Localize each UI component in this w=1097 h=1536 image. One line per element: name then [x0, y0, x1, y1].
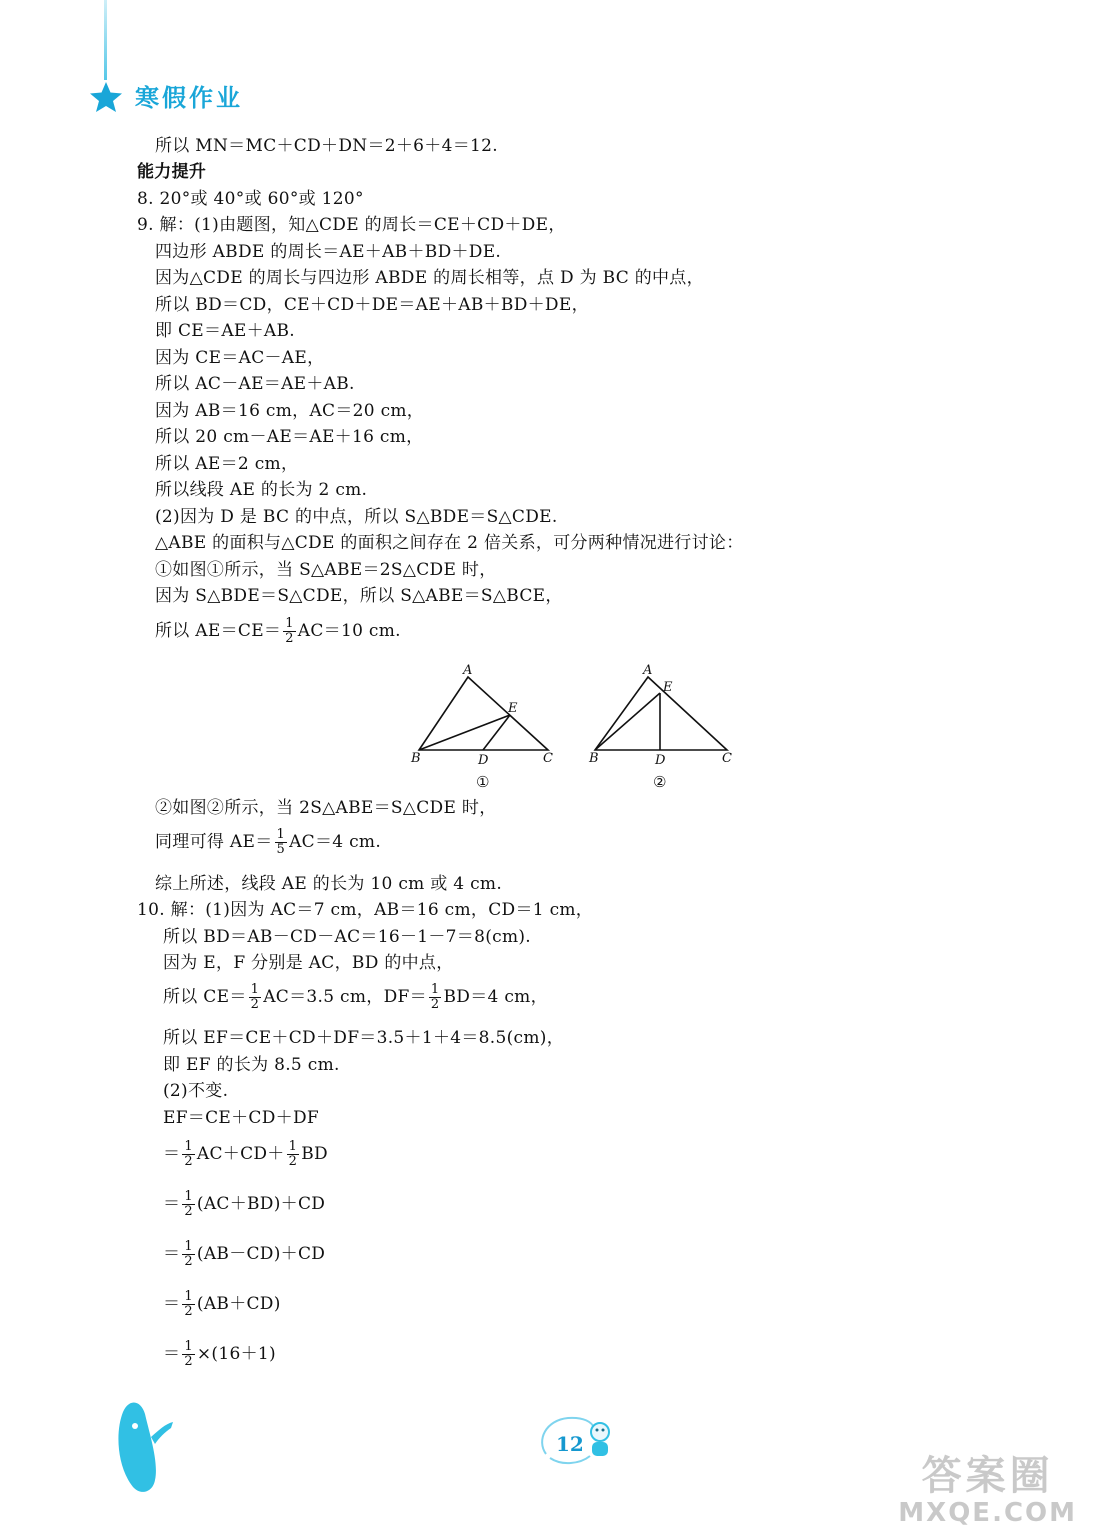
fraction-denominator: 2	[285, 631, 294, 646]
equation-line	[163, 1290, 281, 1319]
equation-line	[163, 1190, 325, 1219]
fraction	[283, 617, 296, 646]
text-segment: 所以 CE＝	[163, 987, 247, 1007]
text-line-with-fraction	[155, 828, 381, 857]
vertex-label-e: E	[663, 680, 673, 695]
fraction-denominator: 2	[250, 997, 260, 1012]
fraction	[429, 983, 442, 1012]
text-line-with-fraction	[155, 617, 401, 646]
vertex-label-b: B	[411, 751, 421, 766]
text-segment: ＝	[163, 1244, 181, 1264]
answer-8: 8. 20°或 40°或 60°或 120°	[137, 189, 364, 209]
text-line: 所以 MN＝MC＋CD＋DN＝2＋6＋4＝12.	[155, 136, 498, 156]
text-line: (2)不变.	[163, 1081, 229, 1101]
answer-9-start: 9. 解：(1)由题图，知△CDE 的周长＝CE＋CD＋DE，	[137, 215, 566, 235]
figure-1	[419, 677, 548, 750]
fraction	[182, 1190, 195, 1219]
fraction-numerator: 1	[288, 1139, 298, 1154]
fraction-denominator: 2	[184, 1304, 193, 1319]
text-line: ①如图①所示，当 S△ABE＝2S△CDE 时，	[155, 560, 497, 580]
text-segment: AC＋CD＋	[196, 1144, 285, 1164]
star-icon	[88, 80, 124, 114]
fraction-numerator: 1	[184, 1289, 193, 1304]
fraction-denominator: 2	[430, 997, 440, 1012]
equation-line	[163, 1340, 276, 1369]
vertex-label-d: D	[655, 753, 666, 768]
text-segment: (AB＋CD)	[196, 1294, 281, 1314]
text-segment: ＝	[163, 1144, 181, 1164]
fraction-numerator: 1	[184, 1339, 193, 1354]
fraction-numerator: 1	[184, 1139, 193, 1154]
fraction	[287, 1140, 300, 1169]
watermark-url: MXQE.COM	[898, 1498, 1077, 1528]
vertex-label-c: C	[722, 751, 732, 766]
fraction-denominator: 2	[184, 1204, 193, 1219]
fraction-denominator: 2	[184, 1154, 193, 1169]
fraction	[182, 1290, 195, 1319]
text-line: 即 CE＝AE＋AB.	[155, 321, 295, 341]
fraction	[182, 1240, 195, 1269]
text-line: ②如图②所示，当 2S△ABE＝S△CDE 时，	[155, 798, 497, 818]
fraction-numerator: 1	[250, 982, 260, 997]
text-segment: 所以 AE＝CE＝	[155, 621, 282, 641]
text-line: (2)因为 D 是 BC 的中点，所以 S△BDE＝S△CDE.	[155, 507, 558, 527]
text-line-with-fraction	[163, 983, 548, 1012]
text-segment: ＝	[163, 1194, 181, 1214]
answer-10-start: 10. 解：(1)因为 AC＝7 cm，AB＝16 cm，CD＝1 cm，	[137, 900, 594, 920]
fraction-numerator: 1	[184, 1189, 193, 1204]
figure-1-caption: ①	[476, 773, 490, 791]
text-line: 所以 AE＝2 cm，	[155, 454, 299, 474]
text-segment: ×(16＋1)	[196, 1344, 276, 1364]
text-segment: 同理可得 AE＝	[155, 832, 273, 852]
fraction-numerator: 1	[285, 616, 294, 631]
vertex-label-a: A	[643, 663, 653, 678]
text-segment: (AB－CD)＋CD	[196, 1244, 326, 1264]
fraction-numerator: 1	[276, 827, 286, 842]
section-heading: 能力提升	[137, 162, 207, 182]
vertex-label-d: D	[478, 753, 489, 768]
text-line: 四边形 ABDE 的周长＝AE＋AB＋BD＋DE.	[155, 242, 502, 262]
page-number: 12	[556, 1432, 584, 1456]
text-segment: BD	[301, 1144, 328, 1164]
text-segment: (AC＋BD)＋CD	[196, 1194, 326, 1214]
text-line: △ABE 的面积与△CDE 的面积之间存在 2 倍关系，可分两种情况进行讨论：	[155, 533, 744, 553]
text-line: 综上所述，线段 AE 的长为 10 cm 或 4 cm.	[155, 874, 503, 894]
text-segment: AC＝10 cm.	[297, 621, 401, 641]
vertex-label-e: E	[508, 701, 518, 716]
text-segment: ＝	[163, 1344, 181, 1364]
vertex-label-c: C	[543, 751, 553, 766]
fraction-numerator: 1	[430, 982, 440, 997]
text-line: 因为 CE＝AC－AE，	[155, 348, 325, 368]
figure-2-caption: ②	[653, 773, 667, 791]
text-line: 所以 BD＝AB－CD－AC＝16－1－7＝8(cm).	[163, 927, 532, 947]
text-segment: AC＝3.5 cm，DF＝	[263, 987, 427, 1007]
fraction-denominator: 2	[184, 1354, 193, 1369]
text-line: 所以 AC－AE＝AE＋AB.	[155, 374, 355, 394]
text-line: EF＝CE＋CD＋DF	[163, 1108, 319, 1128]
watermark-text: 答案圈	[921, 1453, 1054, 1499]
fraction-denominator: 2	[184, 1254, 193, 1269]
equation-line	[163, 1140, 328, 1169]
text-line: 即 EF 的长为 8.5 cm.	[163, 1055, 340, 1075]
text-line: 因为 AB＝16 cm，AC＝20 cm，	[155, 401, 425, 421]
fraction	[275, 828, 288, 857]
watermark-logo	[898, 1454, 1077, 1528]
fraction-denominator: 2	[288, 1154, 298, 1169]
fraction-denominator: 5	[276, 842, 286, 857]
page-header-title: 寒假作业	[135, 84, 243, 112]
fraction-numerator: 1	[184, 1239, 193, 1254]
text-line: 因为 E，F 分别是 AC，BD 的中点，	[163, 953, 454, 973]
text-line: 因为△CDE 的周长与四边形 ABDE 的周长相等，点 D 为 BC 的中点，	[155, 268, 704, 288]
header-decor-line	[104, 0, 107, 80]
vertex-label-b: B	[589, 751, 599, 766]
text-line: 所以线段 AE 的长为 2 cm.	[155, 480, 368, 500]
text-line: 因为 S△BDE＝S△CDE，所以 S△ABE＝S△BCE，	[155, 586, 563, 606]
text-segment: AC＝4 cm.	[289, 832, 382, 852]
triangle-figures	[405, 660, 765, 795]
text-line: 所以 BD＝CD，CE＋CD＋DE＝AE＋AB＋BD＋DE，	[155, 295, 589, 315]
text-segment: BD＝4 cm，	[443, 987, 548, 1007]
text-segment: ＝	[163, 1294, 181, 1314]
vertex-label-a: A	[463, 663, 473, 678]
figure-2	[595, 677, 727, 750]
mascot-illustration	[105, 1392, 185, 1502]
equation-line	[163, 1240, 325, 1269]
text-line: 所以 20 cm－AE＝AE＋16 cm，	[155, 427, 424, 447]
fraction	[249, 983, 262, 1012]
text-line: 所以 EF＝CE＋CD＋DF＝3.5＋1＋4＝8.5(cm)，	[163, 1028, 564, 1048]
fraction	[182, 1340, 195, 1369]
fraction	[182, 1140, 195, 1169]
